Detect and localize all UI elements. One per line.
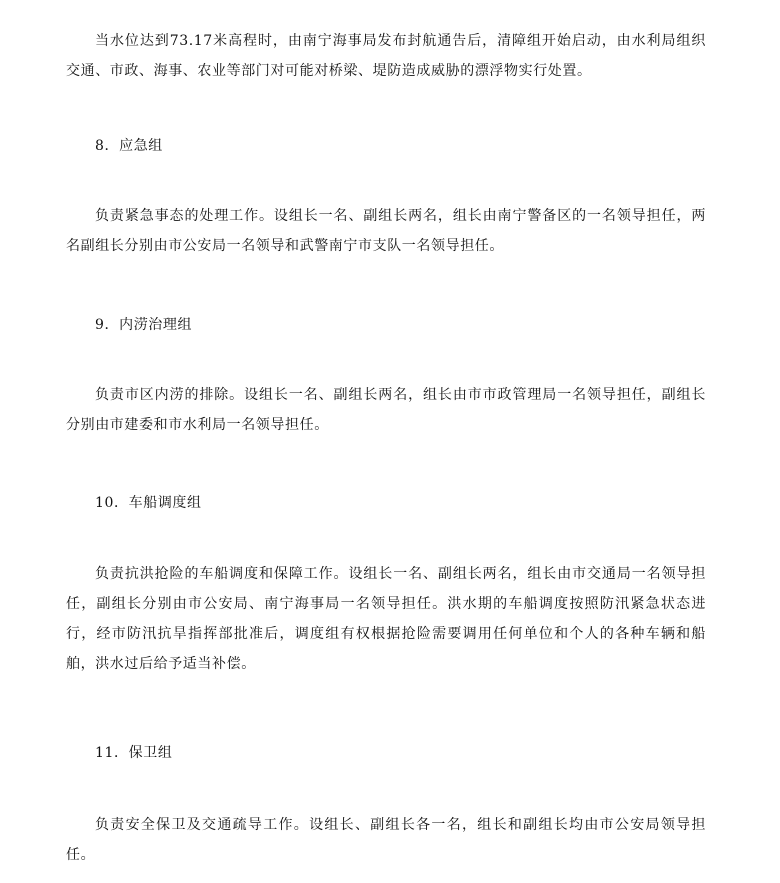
section-heading-waterlogging-team: 9．内涝治理组 — [95, 317, 193, 333]
section-heading-security-team: 11．保卫组 — [95, 745, 173, 761]
section-body-security-team: 负责安全保卫及交通疏导工作。设组长、副组长各一名，组长和副组长均由市公安局领导担任。 — [66, 817, 706, 863]
section-body-vehicle-dispatch-team: 负责抗洪抢险的车船调度和保障工作。设组长一名、副组长两名，组长由市交通局一名领导担任，副组长分别由市公安局、南宁海事局一名领导担任。洪水期的车船调度按照防汛紧急状态进行，经市防汛抗旱指挥部批准后，调度组有权根据抢险需要调用任何单位和个人的各种车辆和船舶，洪水过后给予适当补偿。 — [66, 566, 706, 672]
intro-paragraph: 当水位达到73.17米高程时，由南宁海事局发布封航通告后，清障组开始启动，由水利局组织交通、市政、海事、农业等部门对可能对桥梁、堤防造成威胁的漂浮物实行处置。 — [66, 33, 706, 79]
section-body-emergency-team: 负责紧急事态的处理工作。设组长一名、副组长两名，组长由南宁警备区的一名领导担任，两名副组长分别由市公安局一名领导和武警南宁市支队一名领导担任。 — [66, 208, 706, 254]
section-heading-emergency-team: 8．应急组 — [95, 138, 163, 154]
section-heading-vehicle-dispatch-team: 10．车船调度组 — [95, 495, 202, 511]
section-body-waterlogging-team: 负责市区内涝的排除。设组长一名、副组长两名，组长由市市政管理局一名领导担任，副组长分别由市建委和市水利局一名领导担任。 — [66, 387, 706, 433]
